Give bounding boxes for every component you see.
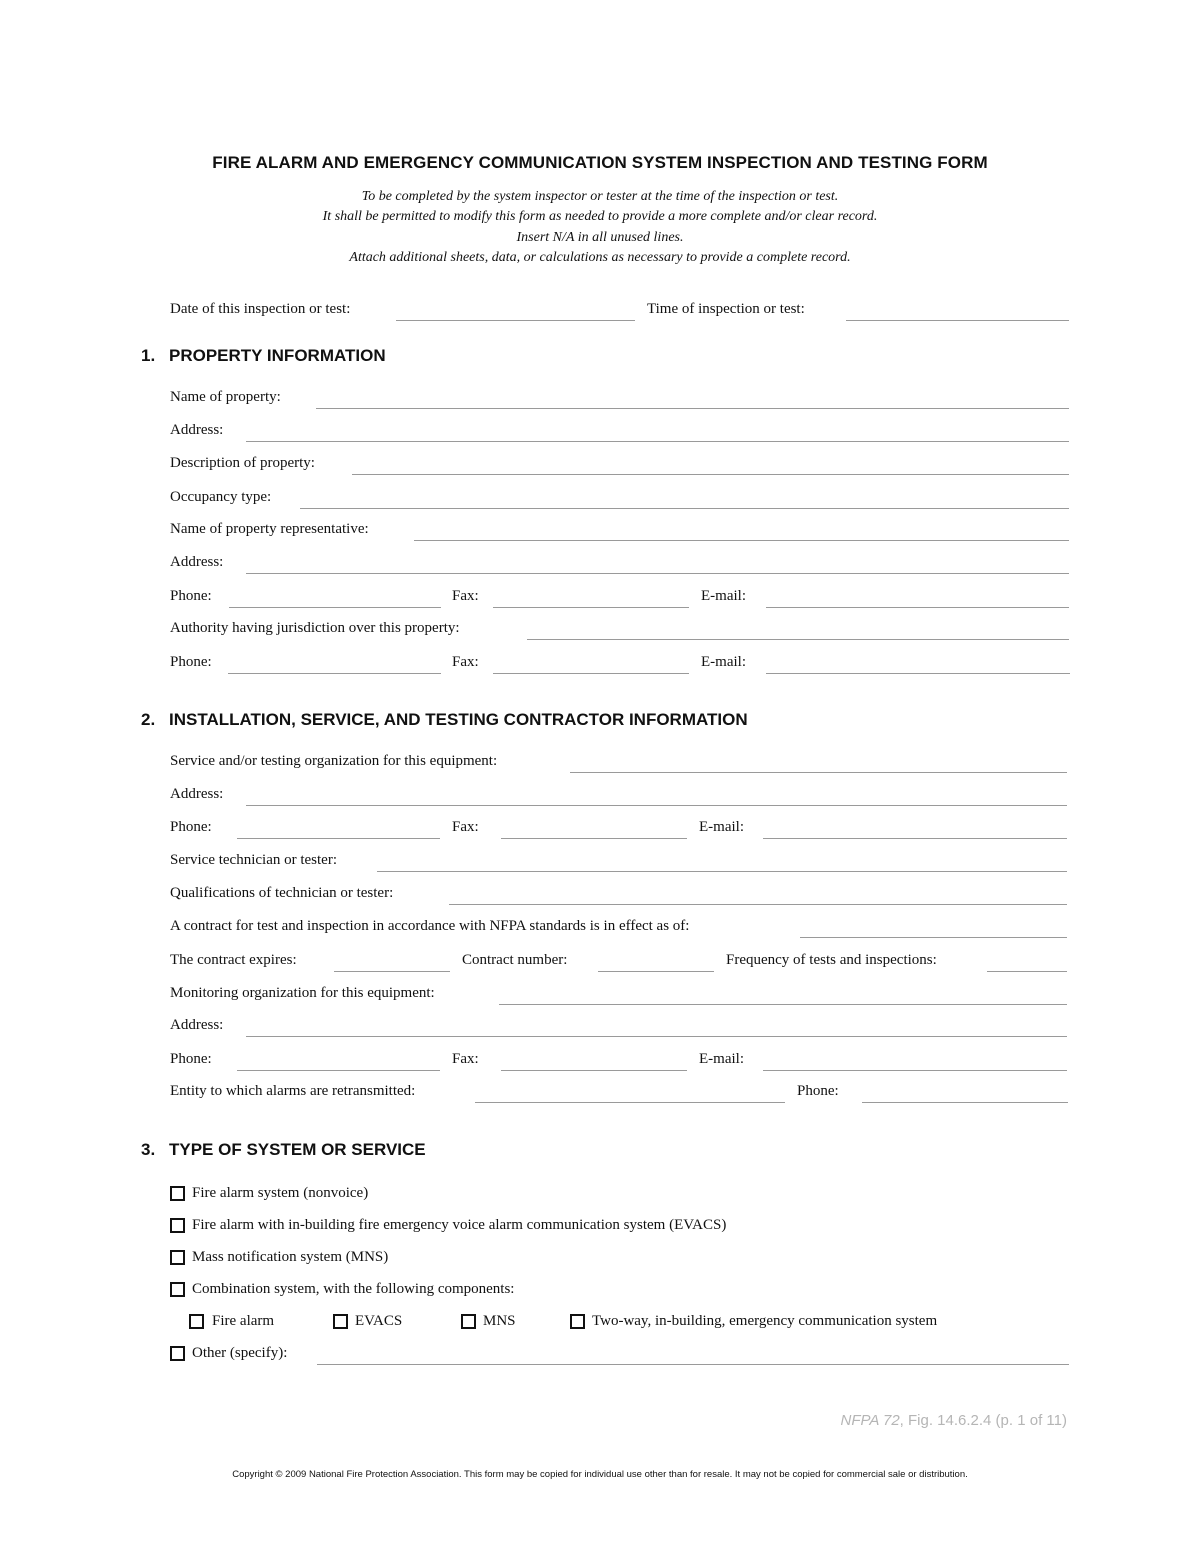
form-reference [840, 1412, 1067, 1429]
fire-alarm-nonvoice-label: Fire alarm system (nonvoice) [192, 1185, 369, 1201]
mns-system-checkbox[interactable] [170, 1250, 185, 1265]
time-field[interactable] [846, 320, 1069, 321]
monitoring-email-label: E-mail: [699, 1051, 744, 1067]
copyright-notice: Copyright © 2009 National Fire Protection Association. This form may be copied for individual use other than for resale. It may not be copied for commercial sale or distribution. [232, 1469, 968, 1480]
component-fire-alarm-checkbox[interactable] [189, 1314, 204, 1329]
section-3-number: 3. [141, 1140, 156, 1159]
representative-email-label: E-mail: [701, 588, 746, 604]
representative-fax-field[interactable] [493, 607, 689, 608]
service-address-field[interactable] [246, 805, 1067, 806]
qualifications-field[interactable] [449, 904, 1067, 905]
component-fire-alarm-label: Fire alarm [212, 1313, 275, 1329]
representative-address-field[interactable] [246, 573, 1069, 574]
monitoring-address-field[interactable] [246, 1036, 1067, 1037]
retransmit-phone-label: Phone: [797, 1083, 839, 1099]
form-reference-code: NFPA 72 [840, 1412, 900, 1429]
other-system-field[interactable] [317, 1364, 1069, 1365]
other-system-label: Other (specify): [192, 1345, 288, 1361]
mns-system-label: Mass notification system (MNS) [192, 1249, 389, 1265]
retransmit-phone-field[interactable] [862, 1102, 1068, 1103]
contract-effective-field[interactable] [800, 937, 1067, 938]
service-email-label: E-mail: [699, 819, 744, 835]
representative-email-field[interactable] [766, 607, 1069, 608]
technician-label: Service technician or tester: [170, 852, 338, 868]
monitoring-phone-label: Phone: [170, 1051, 212, 1067]
representative-name-label: Name of property representative: [170, 521, 369, 537]
property-description-field[interactable] [352, 474, 1069, 475]
service-phone-label: Phone: [170, 819, 212, 835]
representative-phone-label: Phone: [170, 588, 212, 604]
monitoring-email-field[interactable] [763, 1070, 1067, 1071]
section-2-heading [141, 710, 748, 730]
section-1-heading [141, 346, 386, 366]
evacs-system-checkbox[interactable] [170, 1218, 185, 1233]
occupancy-type-label: Occupancy type: [170, 489, 272, 505]
property-description-label: Description of property: [170, 455, 315, 471]
combination-system-label: Combination system, with the following components: [192, 1281, 515, 1297]
monitoring-fax-field[interactable] [501, 1070, 687, 1071]
section-3-heading [141, 1140, 426, 1160]
representative-name-field[interactable] [414, 540, 1069, 541]
ahj-phone-field[interactable] [228, 673, 441, 674]
ahj-fax-field[interactable] [493, 673, 689, 674]
frequency-field[interactable] [987, 971, 1067, 972]
frequency-label: Frequency of tests and inspections: [726, 952, 937, 968]
section-3-title: TYPE OF SYSTEM OR SERVICE [169, 1140, 426, 1159]
service-address-label: Address: [170, 786, 224, 802]
section-2-number: 2. [141, 710, 156, 729]
property-address-field[interactable] [246, 441, 1069, 442]
component-two-way-checkbox[interactable] [570, 1314, 585, 1329]
property-name-field[interactable] [316, 408, 1069, 409]
ahj-phone-label: Phone: [170, 654, 212, 670]
form-reference-page: , Fig. 14.6.2.4 (p. 1 of 11) [899, 1412, 1067, 1429]
service-phone-field[interactable] [237, 838, 440, 839]
form-title: FIRE ALARM AND EMERGENCY COMMUNICATION SYSTEM INSPECTION AND TESTING FORM [212, 153, 988, 172]
service-fax-field[interactable] [501, 838, 687, 839]
monitoring-org-field[interactable] [499, 1004, 1067, 1005]
contract-expires-label: The contract expires: [170, 952, 297, 968]
representative-fax-label: Fax: [452, 588, 479, 604]
contract-effective-label: A contract for test and inspection in accordance with NFPA standards is in effect as of: [170, 918, 690, 934]
contract-expires-field[interactable] [334, 971, 450, 972]
representative-phone-field[interactable] [229, 607, 441, 608]
property-address-label: Address: [170, 422, 224, 438]
other-system-checkbox[interactable] [170, 1346, 185, 1361]
ahj-field[interactable] [527, 639, 1069, 640]
monitoring-address-label: Address: [170, 1017, 224, 1033]
occupancy-type-field[interactable] [300, 508, 1069, 509]
property-name-label: Name of property: [170, 389, 281, 405]
instruction-line-3: Insert N/A in all unused lines. [516, 230, 684, 245]
ahj-email-label: E-mail: [701, 654, 746, 670]
section-2-title: INSTALLATION, SERVICE, AND TESTING CONTRACTOR INFORMATION [169, 710, 748, 729]
monitoring-phone-field[interactable] [237, 1070, 440, 1071]
technician-field[interactable] [377, 871, 1067, 872]
ahj-label: Authority having jurisdiction over this property: [170, 620, 460, 636]
instruction-line-4: Attach additional sheets, data, or calculations as necessary to provide a complete record. [349, 250, 851, 265]
contract-number-label: Contract number: [462, 952, 568, 968]
monitoring-fax-label: Fax: [452, 1051, 479, 1067]
ahj-email-field[interactable] [766, 673, 1070, 674]
combination-system-checkbox[interactable] [170, 1282, 185, 1297]
component-two-way-label: Two-way, in-building, emergency communication system [592, 1313, 938, 1329]
service-fax-label: Fax: [452, 819, 479, 835]
monitoring-org-label: Monitoring organization for this equipment: [170, 985, 435, 1001]
retransmit-entity-label: Entity to which alarms are retransmitted: [170, 1083, 416, 1099]
evacs-system-label: Fire alarm with in-building fire emergency voice alarm communication system (EVACS) [192, 1217, 727, 1233]
fire-alarm-nonvoice-checkbox[interactable] [170, 1186, 185, 1201]
date-label: Date of this inspection or test: [170, 301, 351, 317]
time-label: Time of inspection or test: [647, 301, 805, 317]
retransmit-entity-field[interactable] [475, 1102, 785, 1103]
instruction-line-2: It shall be permitted to modify this form as needed to provide a more complete and/or clear record. [322, 209, 878, 224]
component-evacs-label: EVACS [355, 1313, 403, 1329]
contract-number-field[interactable] [598, 971, 714, 972]
instruction-line-1: To be completed by the system inspector or tester at the time of the inspection or test. [361, 189, 839, 204]
ahj-fax-label: Fax: [452, 654, 479, 670]
component-evacs-checkbox[interactable] [333, 1314, 348, 1329]
service-org-field[interactable] [570, 772, 1067, 773]
service-org-label: Service and/or testing organization for this equipment: [170, 753, 498, 769]
section-1-title: PROPERTY INFORMATION [169, 346, 386, 365]
section-1-number: 1. [141, 346, 156, 365]
service-email-field[interactable] [763, 838, 1067, 839]
date-field[interactable] [396, 320, 635, 321]
qualifications-label: Qualifications of technician or tester: [170, 885, 394, 901]
component-mns-checkbox[interactable] [461, 1314, 476, 1329]
representative-address-label: Address: [170, 554, 224, 570]
component-mns-label: MNS [483, 1313, 516, 1329]
